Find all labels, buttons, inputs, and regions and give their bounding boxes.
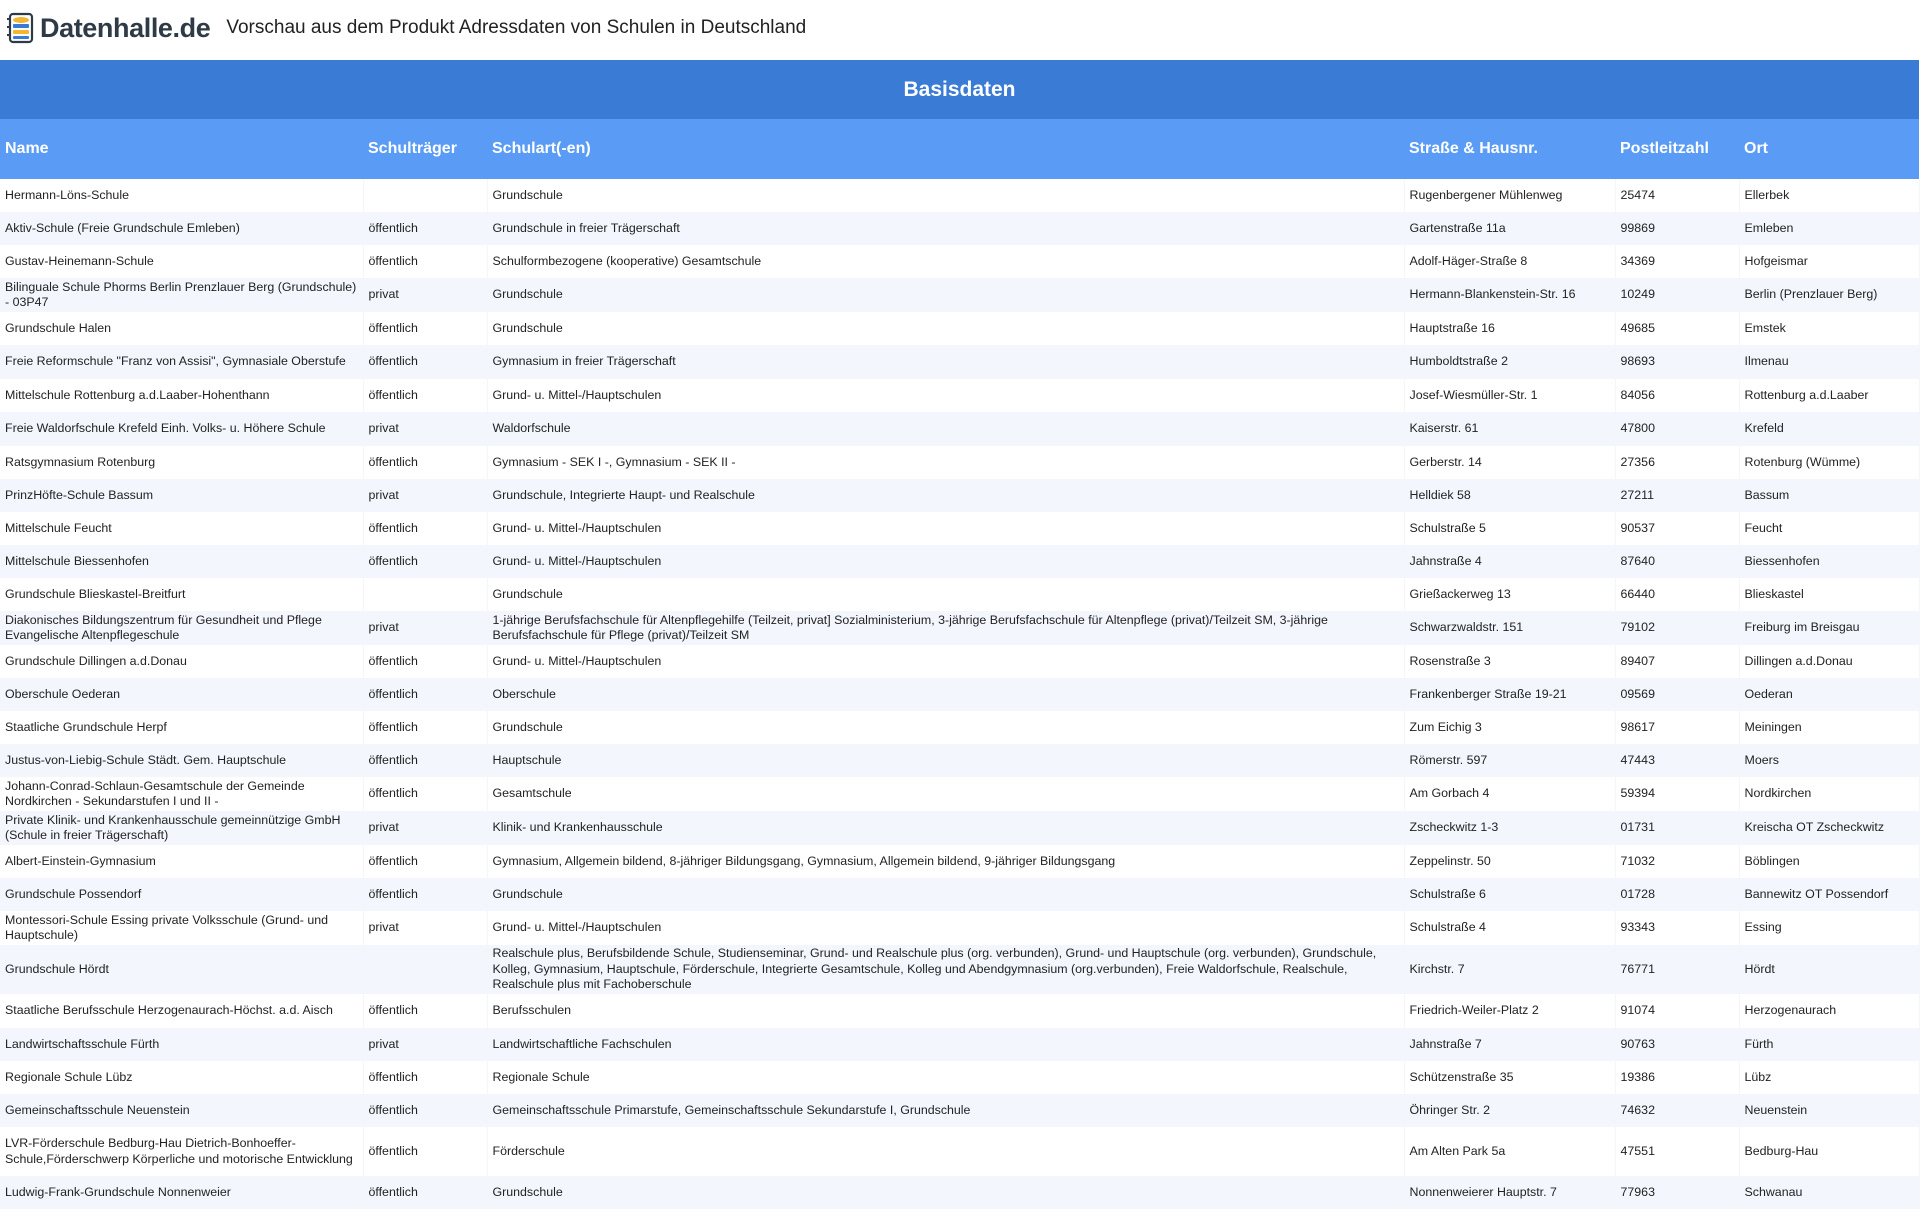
cell-postleitzahl: 90537 — [1615, 512, 1739, 545]
cell-postleitzahl: 93343 — [1615, 911, 1739, 945]
column-header-postleitzahl[interactable]: Postleitzahl — [1615, 119, 1739, 179]
cell-schularten: Grundschule — [487, 878, 1404, 911]
cell-schularten: Klinik- und Krankenhausschule — [487, 811, 1404, 845]
cell-postleitzahl: 59394 — [1615, 777, 1739, 811]
cell-name: Mittelschule Biessenhofen — [0, 545, 363, 578]
cell-schularten: Schulformbezogene (kooperative) Gesamtschule — [487, 245, 1404, 278]
cell-name: Aktiv-Schule (Freie Grundschule Emleben) — [0, 212, 363, 245]
cell-strasse: Humboldtstraße 2 — [1404, 345, 1615, 379]
cell-name: LVR-Förderschule Bedburg-Hau Dietrich-Bonhoeffer-Schule,Förderschwerp Körperliche und motorische Entwicklung — [0, 1127, 363, 1176]
cell-ort: Ilmenau — [1739, 345, 1919, 379]
cell-strasse: Am Gorbach 4 — [1404, 777, 1615, 811]
cell-schultraeger: öffentlich — [363, 1094, 487, 1127]
cell-strasse: Zum Eichig 3 — [1404, 711, 1615, 744]
cell-strasse: Adolf-Häger-Straße 8 — [1404, 245, 1615, 278]
cell-postleitzahl: 27356 — [1615, 446, 1739, 479]
cell-postleitzahl: 98617 — [1615, 711, 1739, 744]
cell-schultraeger: privat — [363, 811, 487, 845]
cell-ort: Schwanau — [1739, 1176, 1919, 1209]
cell-schultraeger: öffentlich — [363, 645, 487, 678]
cell-ort: Rotenburg (Wümme) — [1739, 446, 1919, 479]
cell-ort: Hofgeismar — [1739, 245, 1919, 278]
cell-name: Johann-Conrad-Schlaun-Gesamtschule der Gemeinde Nordkirchen - Sekundarstufen I und II - — [0, 777, 363, 811]
cell-postleitzahl: 47800 — [1615, 412, 1739, 446]
cell-ort: Freiburg im Breisgau — [1739, 611, 1919, 645]
section-header — [0, 60, 1919, 119]
cell-schularten: Grund- u. Mittel-/Hauptschulen — [487, 379, 1404, 412]
cell-strasse: Kaiserstr. 61 — [1404, 412, 1615, 446]
cell-ort: Biessenhofen — [1739, 545, 1919, 578]
cell-ort: Lübz — [1739, 1061, 1919, 1094]
cell-schularten: Waldorfschule — [487, 412, 1404, 446]
cell-name: Gemeinschaftsschule Neuenstein — [0, 1094, 363, 1127]
cell-ort: Moers — [1739, 744, 1919, 777]
cell-name: Landwirtschaftsschule Fürth — [0, 1028, 363, 1061]
cell-name: Grundschule Hördt — [0, 945, 363, 994]
cell-schularten: Hauptschule — [487, 744, 1404, 777]
cell-postleitzahl: 27211 — [1615, 479, 1739, 512]
cell-strasse: Gartenstraße 11a — [1404, 212, 1615, 245]
cell-strasse: Zscheckwitz 1-3 — [1404, 811, 1615, 845]
cell-name: PrinzHöfte-Schule Bassum — [0, 479, 363, 512]
table-row[interactable] — [0, 711, 1919, 744]
cell-schultraeger: privat — [363, 412, 487, 446]
cell-postleitzahl: 79102 — [1615, 611, 1739, 645]
data-table — [0, 119, 1920, 1209]
cell-postleitzahl: 76771 — [1615, 945, 1739, 994]
cell-postleitzahl: 98693 — [1615, 345, 1739, 379]
table-row[interactable] — [0, 845, 1919, 878]
cell-strasse: Schulstraße 4 — [1404, 911, 1615, 945]
cell-schularten: Grundschule — [487, 278, 1404, 312]
top-bar — [0, 0, 1920, 56]
cell-postleitzahl: 99869 — [1615, 212, 1739, 245]
cell-strasse: Schulstraße 5 — [1404, 512, 1615, 545]
cell-schultraeger: öffentlich — [363, 711, 487, 744]
table-row[interactable] — [0, 512, 1919, 545]
cell-strasse: Jahnstraße 7 — [1404, 1028, 1615, 1061]
cell-strasse: Hauptstraße 16 — [1404, 312, 1615, 345]
cell-ort: Herzogenaurach — [1739, 994, 1919, 1028]
cell-postleitzahl: 01728 — [1615, 878, 1739, 911]
cell-name: Albert-Einstein-Gymnasium — [0, 845, 363, 878]
cell-name: Grundschule Halen — [0, 312, 363, 345]
cell-schularten: Gymnasium in freier Trägerschaft — [487, 345, 1404, 379]
cell-schularten: Grundschule — [487, 578, 1404, 611]
cell-postleitzahl: 71032 — [1615, 845, 1739, 878]
cell-postleitzahl: 47551 — [1615, 1127, 1739, 1176]
cell-schultraeger: öffentlich — [363, 1176, 487, 1209]
table-row[interactable] — [0, 777, 1919, 811]
cell-strasse: Zeppelinstr. 50 — [1404, 845, 1615, 878]
cell-schultraeger: privat — [363, 911, 487, 945]
table-row[interactable] — [0, 212, 1919, 245]
cell-ort: Oederan — [1739, 678, 1919, 711]
cell-schularten: Grund- u. Mittel-/Hauptschulen — [487, 645, 1404, 678]
cell-postleitzahl: 84056 — [1615, 379, 1739, 412]
page-title: Vorschau aus dem Produkt Adressdaten von Schulen in Deutschland — [226, 17, 807, 38]
cell-ort: Rottenburg a.d.Laaber — [1739, 379, 1919, 412]
cell-ort: Böblingen — [1739, 845, 1919, 878]
cell-strasse: Kirchstr. 7 — [1404, 945, 1615, 994]
cell-ort: Feucht — [1739, 512, 1919, 545]
cell-strasse: Hermann-Blankenstein-Str. 16 — [1404, 278, 1615, 312]
cell-strasse: Schwarzwaldstr. 151 — [1404, 611, 1615, 645]
cell-ort: Blieskastel — [1739, 578, 1919, 611]
cell-ort: Nordkirchen — [1739, 777, 1919, 811]
table-header-row — [0, 119, 1919, 179]
cell-name: Oberschule Oederan — [0, 678, 363, 711]
cell-schularten: Grundschule in freier Trägerschaft — [487, 212, 1404, 245]
cell-ort: Fürth — [1739, 1028, 1919, 1061]
table-row[interactable] — [0, 1127, 1919, 1176]
cell-schultraeger: öffentlich — [363, 245, 487, 278]
table-row[interactable] — [0, 678, 1919, 711]
cell-schularten: Gymnasium - SEK I -, Gymnasium - SEK II - — [487, 446, 1404, 479]
cell-name: Regionale Schule Lübz — [0, 1061, 363, 1094]
cell-strasse: Öhringer Str. 2 — [1404, 1094, 1615, 1127]
cell-schularten: Gymnasium, Allgemein bildend, 8-jähriger Bildungsgang, Gymnasium, Allgemein bildend, 9-jähriger Bildungsgang — [487, 845, 1404, 878]
cell-strasse: Nonnenweierer Hauptstr. 7 — [1404, 1176, 1615, 1209]
column-header-schultraeger[interactable]: Schulträger — [363, 119, 487, 179]
cell-strasse: Rosenstraße 3 — [1404, 645, 1615, 678]
cell-schularten: Grundschule — [487, 711, 1404, 744]
cell-ort: Emstek — [1739, 312, 1919, 345]
cell-schultraeger — [363, 578, 487, 611]
cell-ort: Krefeld — [1739, 412, 1919, 446]
cell-name: Mittelschule Rottenburg a.d.Laaber-Hohenthann — [0, 379, 363, 412]
cell-schultraeger: privat — [363, 1028, 487, 1061]
cell-postleitzahl: 74632 — [1615, 1094, 1739, 1127]
database-stack-icon — [6, 11, 36, 45]
table-row[interactable] — [0, 945, 1919, 994]
cell-schularten: 1-jährige Berufsfachschule für Altenpflegehilfe (Teilzeit, privat] Sozialministerium, 3-jährige Berufsfachschule für Altenpflege (privat)/Teilzeit SM, 3-jährige Berufsfachschule für Pflege (privat)/Teilzeit SM — [487, 611, 1404, 645]
cell-ort: Emleben — [1739, 212, 1919, 245]
cell-strasse: Rugenbergener Mühlenweg — [1404, 179, 1615, 212]
cell-ort: Ellerbek — [1739, 179, 1919, 212]
table-row[interactable] — [0, 1176, 1919, 1209]
cell-name: Grundschule Dillingen a.d.Donau — [0, 645, 363, 678]
cell-schultraeger: öffentlich — [363, 1061, 487, 1094]
cell-strasse: Gerberstr. 14 — [1404, 446, 1615, 479]
cell-strasse: Schulstraße 6 — [1404, 878, 1615, 911]
cell-schularten: Gesamtschule — [487, 777, 1404, 811]
column-header-strasse[interactable]: Straße & Hausnr. — [1404, 119, 1615, 179]
cell-postleitzahl: 25474 — [1615, 179, 1739, 212]
cell-schultraeger — [363, 179, 487, 212]
cell-schultraeger: öffentlich — [363, 744, 487, 777]
table-row[interactable] — [0, 911, 1919, 945]
column-header-ort[interactable]: Ort — [1739, 119, 1919, 179]
cell-schularten: Grundschule, Integrierte Haupt- und Realschule — [487, 479, 1404, 512]
cell-schultraeger: öffentlich — [363, 446, 487, 479]
table-row[interactable] — [0, 811, 1919, 845]
cell-postleitzahl: 89407 — [1615, 645, 1739, 678]
cell-schultraeger: öffentlich — [363, 545, 487, 578]
table-row[interactable] — [0, 278, 1919, 312]
cell-ort: Meiningen — [1739, 711, 1919, 744]
table-row[interactable] — [0, 578, 1919, 611]
cell-postleitzahl: 34369 — [1615, 245, 1739, 278]
cell-name: Gustav-Heinemann-Schule — [0, 245, 363, 278]
table-row[interactable] — [0, 446, 1919, 479]
cell-schultraeger: öffentlich — [363, 212, 487, 245]
cell-name: Freie Reformschule "Franz von Assisi", Gymnasiale Oberstufe — [0, 345, 363, 379]
cell-strasse: Jahnstraße 4 — [1404, 545, 1615, 578]
cell-strasse: Friedrich-Weiler-Platz 2 — [1404, 994, 1615, 1028]
cell-postleitzahl: 91074 — [1615, 994, 1739, 1028]
column-header-name[interactable]: Name — [0, 119, 363, 179]
cell-schultraeger: öffentlich — [363, 878, 487, 911]
cell-ort: Bassum — [1739, 479, 1919, 512]
cell-schularten: Grund- u. Mittel-/Hauptschulen — [487, 545, 1404, 578]
cell-strasse: Am Alten Park 5a — [1404, 1127, 1615, 1176]
cell-postleitzahl: 47443 — [1615, 744, 1739, 777]
table-row[interactable] — [0, 744, 1919, 777]
cell-schularten: Förderschule — [487, 1127, 1404, 1176]
cell-schultraeger: öffentlich — [363, 678, 487, 711]
cell-schularten: Regionale Schule — [487, 1061, 1404, 1094]
cell-name: Bilinguale Schule Phorms Berlin Prenzlauer Berg (Grundschule) - 03P47 — [0, 278, 363, 312]
cell-schultraeger: öffentlich — [363, 345, 487, 379]
cell-name: Ratsgymnasium Rotenburg — [0, 446, 363, 479]
cell-postleitzahl: 19386 — [1615, 1061, 1739, 1094]
cell-postleitzahl: 66440 — [1615, 578, 1739, 611]
cell-schultraeger: privat — [363, 611, 487, 645]
table-row[interactable] — [0, 1028, 1919, 1061]
table-row[interactable] — [0, 179, 1919, 212]
cell-strasse: Grießackerweg 13 — [1404, 578, 1615, 611]
cell-strasse: Josef-Wiesmüller-Str. 1 — [1404, 379, 1615, 412]
cell-postleitzahl: 77963 — [1615, 1176, 1739, 1209]
cell-name: Grundschule Blieskastel-Breitfurt — [0, 578, 363, 611]
cell-schultraeger: öffentlich — [363, 845, 487, 878]
cell-postleitzahl: 09569 — [1615, 678, 1739, 711]
cell-schularten: Gemeinschaftsschule Primarstufe, Gemeinschaftsschule Sekundarstufe I, Grundschule — [487, 1094, 1404, 1127]
table-row[interactable] — [0, 412, 1919, 446]
brand-logo[interactable] — [6, 11, 210, 45]
cell-ort: Hördt — [1739, 945, 1919, 994]
cell-name: Freie Waldorfschule Krefeld Einh. Volks- u. Höhere Schule — [0, 412, 363, 446]
cell-strasse: Schützenstraße 35 — [1404, 1061, 1615, 1094]
table-row[interactable] — [0, 994, 1919, 1028]
cell-strasse: Römerstr. 597 — [1404, 744, 1615, 777]
cell-schultraeger: öffentlich — [363, 512, 487, 545]
table-row[interactable] — [0, 312, 1919, 345]
cell-strasse: Frankenberger Straße 19-21 — [1404, 678, 1615, 711]
cell-schularten: Grundschule — [487, 312, 1404, 345]
table-row[interactable] — [0, 1061, 1919, 1094]
cell-postleitzahl: 49685 — [1615, 312, 1739, 345]
section-title: Basisdaten — [903, 77, 1016, 101]
table-row[interactable] — [0, 245, 1919, 278]
cell-postleitzahl: 01731 — [1615, 811, 1739, 845]
cell-name: Grundschule Possendorf — [0, 878, 363, 911]
table-row[interactable] — [0, 1094, 1919, 1127]
table-row[interactable] — [0, 345, 1919, 379]
cell-schultraeger: öffentlich — [363, 379, 487, 412]
cell-schularten: Grundschule — [487, 1176, 1404, 1209]
brand-name: Datenhalle.de — [40, 12, 211, 43]
cell-ort: Neuenstein — [1739, 1094, 1919, 1127]
table-row[interactable] — [0, 379, 1919, 412]
cell-name: Staatliche Berufsschule Herzogenaurach-Höchst. a.d. Aisch — [0, 994, 363, 1028]
table-row[interactable] — [0, 878, 1919, 911]
data-preview-panel — [0, 60, 1919, 1209]
cell-postleitzahl: 87640 — [1615, 545, 1739, 578]
cell-schularten: Oberschule — [487, 678, 1404, 711]
cell-schularten: Grundschule — [487, 179, 1404, 212]
cell-schultraeger: öffentlich — [363, 1127, 487, 1176]
table-row[interactable] — [0, 479, 1919, 512]
cell-strasse: Helldiek 58 — [1404, 479, 1615, 512]
cell-ort: Essing — [1739, 911, 1919, 945]
cell-name: Montessori-Schule Essing private Volksschule (Grund- und Hauptschule) — [0, 911, 363, 945]
cell-name: Ludwig-Frank-Grundschule Nonnenweier — [0, 1176, 363, 1209]
cell-schultraeger: öffentlich — [363, 312, 487, 345]
cell-name: Staatliche Grundschule Herpf — [0, 711, 363, 744]
cell-postleitzahl: 90763 — [1615, 1028, 1739, 1061]
cell-schultraeger: privat — [363, 278, 487, 312]
table-row[interactable] — [0, 545, 1919, 578]
cell-schultraeger — [363, 945, 487, 994]
cell-ort: Dillingen a.d.Donau — [1739, 645, 1919, 678]
cell-name: Private Klinik- und Krankenhausschule gemeinnützige GmbH (Schule in freier Trägerschaft) — [0, 811, 363, 845]
cell-schultraeger: öffentlich — [363, 994, 487, 1028]
cell-schularten: Grund- u. Mittel-/Hauptschulen — [487, 512, 1404, 545]
cell-postleitzahl: 10249 — [1615, 278, 1739, 312]
cell-name: Justus-von-Liebig-Schule Städt. Gem. Hauptschule — [0, 744, 363, 777]
cell-ort: Bannewitz OT Possendorf — [1739, 878, 1919, 911]
column-header-schularten[interactable]: Schulart(-en) — [487, 119, 1404, 179]
cell-schularten: Landwirtschaftliche Fachschulen — [487, 1028, 1404, 1061]
table-row[interactable] — [0, 611, 1919, 645]
cell-name: Mittelschule Feucht — [0, 512, 363, 545]
cell-ort: Bedburg-Hau — [1739, 1127, 1919, 1176]
cell-schultraeger: öffentlich — [363, 777, 487, 811]
cell-schularten: Berufsschulen — [487, 994, 1404, 1028]
cell-ort: Berlin (Prenzlauer Berg) — [1739, 278, 1919, 312]
cell-name: Diakonisches Bildungszentrum für Gesundheit und Pflege Evangelische Altenpflegeschule — [0, 611, 363, 645]
cell-schularten: Realschule plus, Berufsbildende Schule, Studienseminar, Grund- und Realschule plus (org. verbunden), Grund- und Hauptschule (org. verbunden), Grundschule, Kolleg, Gymnasium, Hauptschule, Förderschule, Integrierte Gesamtschule, Kolleg und Abendgymnasium (org.verbunden), Freie Waldorfschule, Realschule, Realschule plus mit Fachoberschule — [487, 945, 1404, 994]
cell-name: Hermann-Löns-Schule — [0, 179, 363, 212]
cell-schultraeger: privat — [363, 479, 487, 512]
cell-ort: Kreischa OT Zscheckwitz — [1739, 811, 1919, 845]
cell-schularten: Grund- u. Mittel-/Hauptschulen — [487, 911, 1404, 945]
table-row[interactable] — [0, 645, 1919, 678]
